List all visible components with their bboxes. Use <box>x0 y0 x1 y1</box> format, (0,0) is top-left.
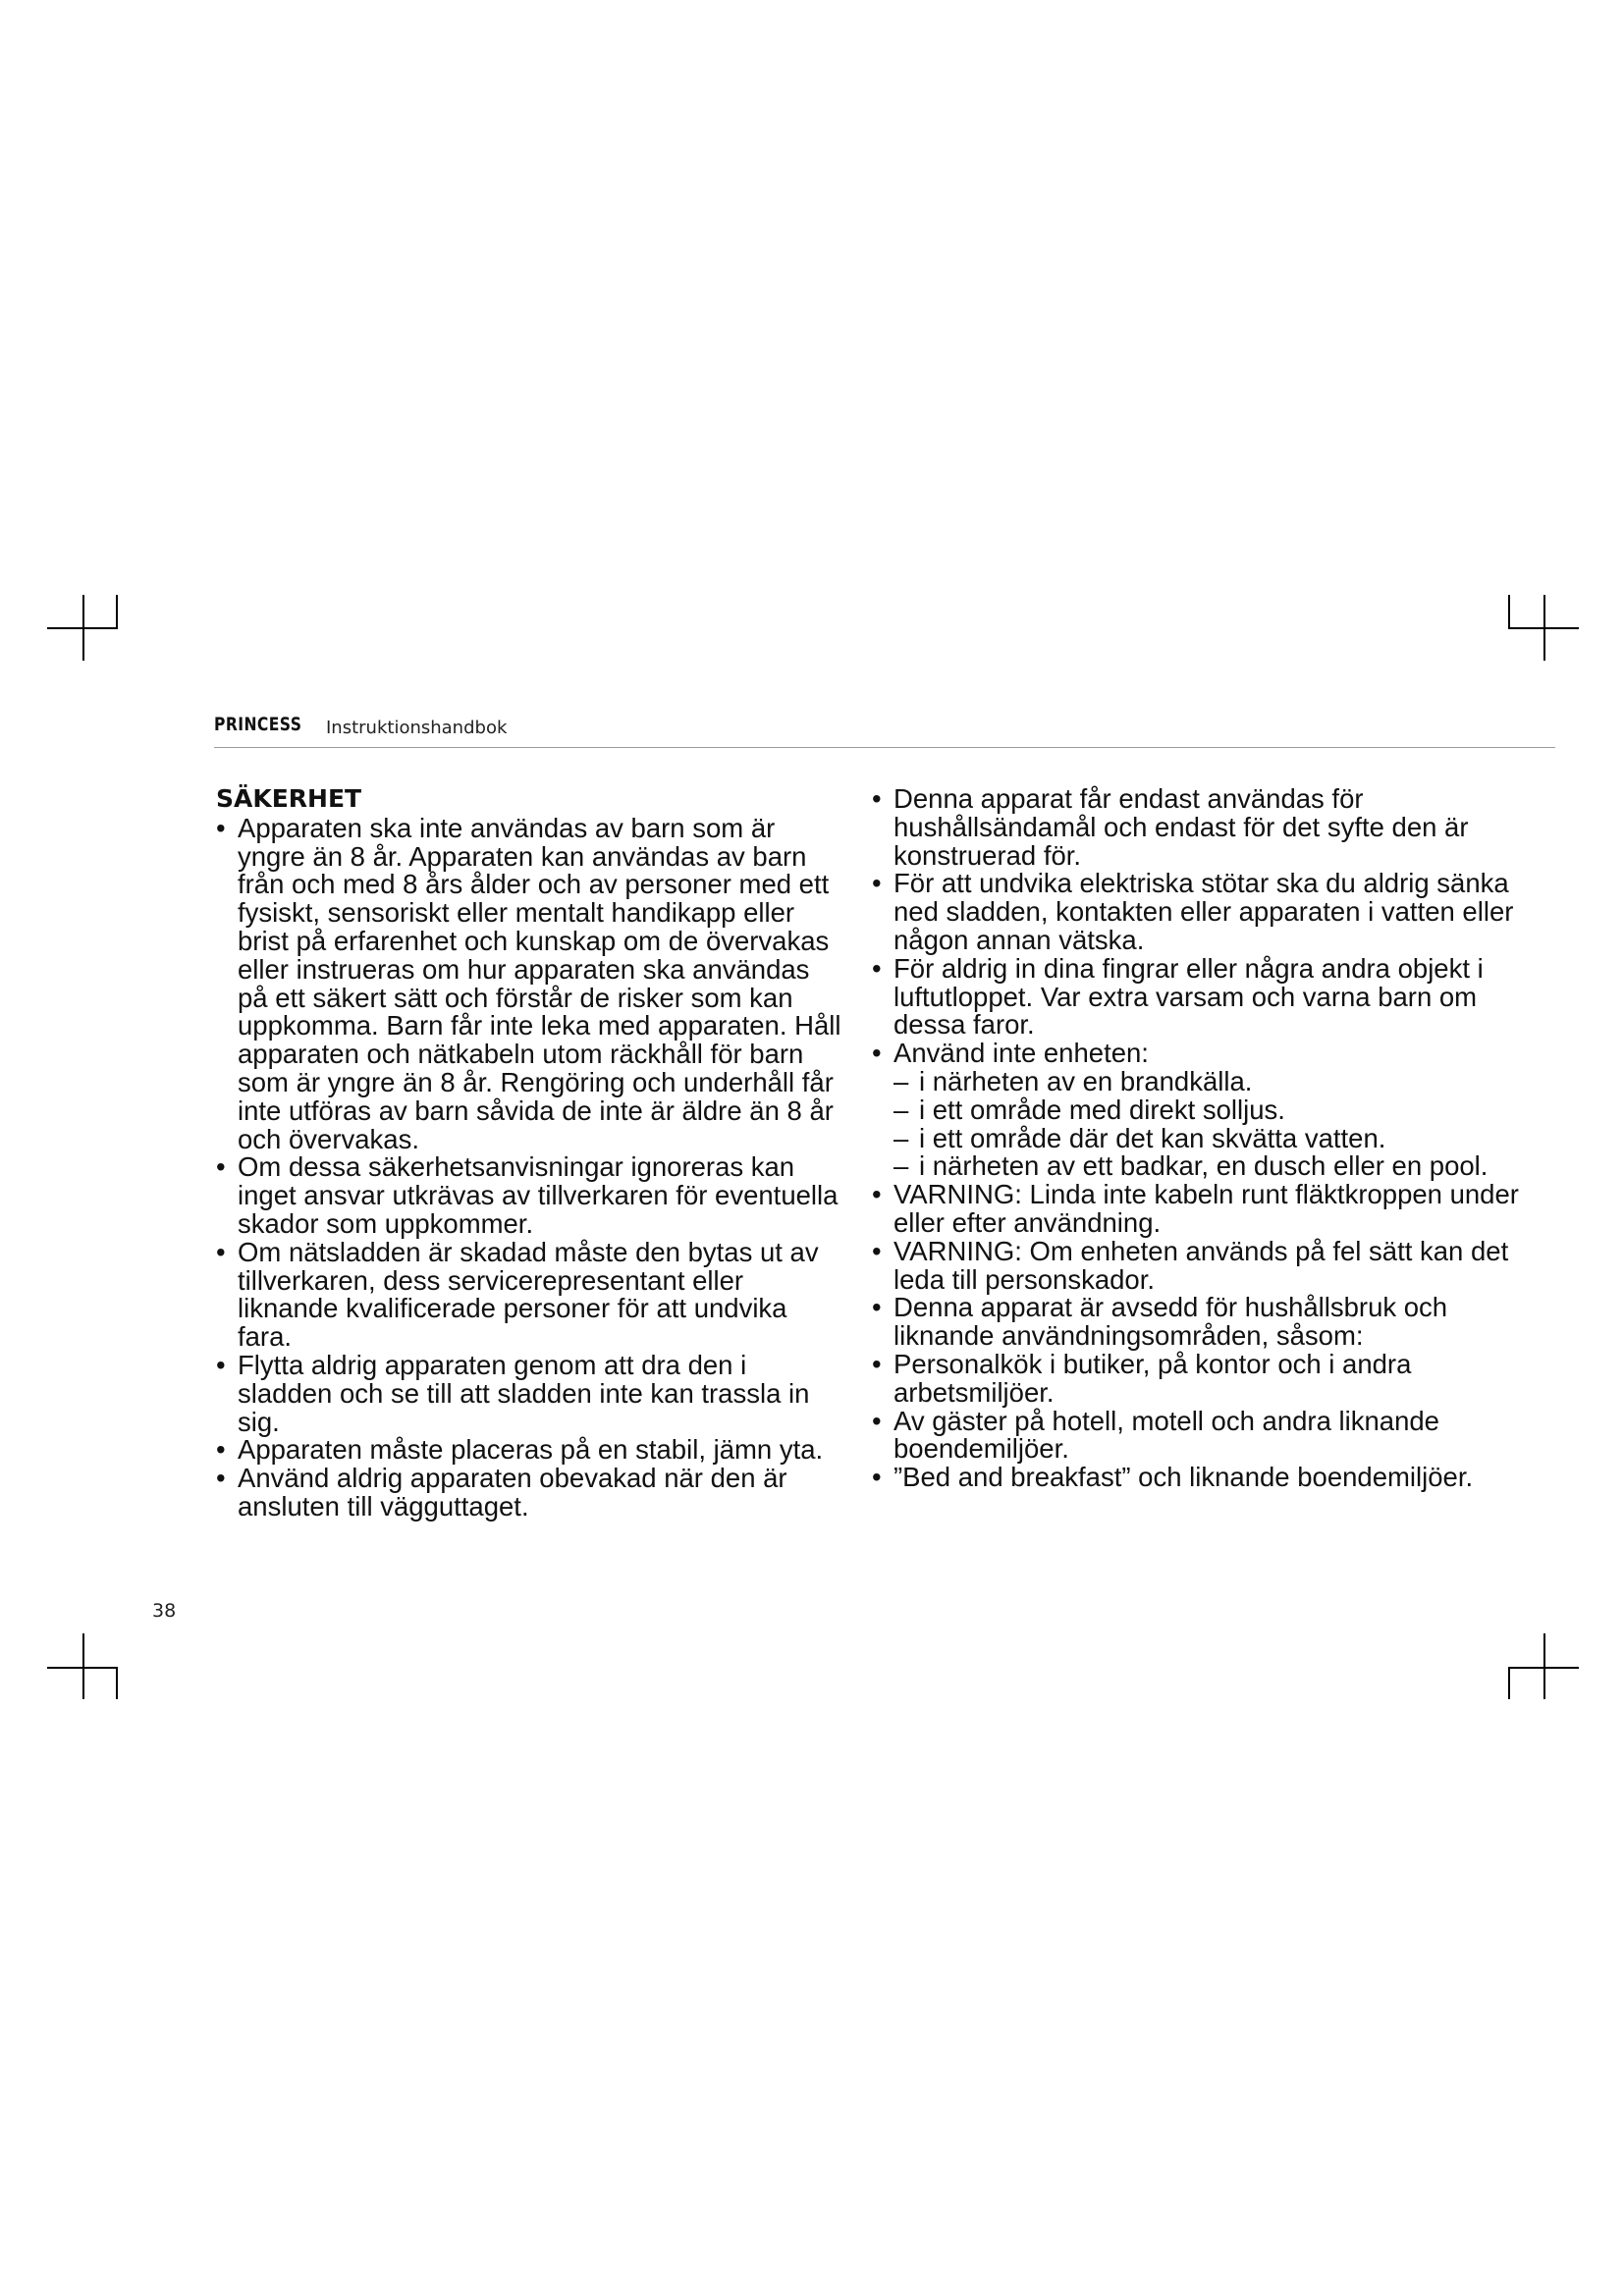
list-item: • Apparaten ska inte användas av barn som är yngre än 8 år. Apparaten kan användas av barn från och med 8 års ålder och av personer med ett fysiskt, sensoriskt eller mentalt handikapp eller brist på erfarenhet och kunskap om de övervakas eller instrueras om hur apparaten ska användas på ett säkert sätt och förstår de risker som kan uppkomma. Barn får inte leka med apparaten. Håll apparaten och nätkabeln utom räckhåll för barn som är yngre än 8 år. Rengöring och underhåll får inte utföras av barn såvida de inte är äldre än 8 år och övervakas. <box>216 815 844 1154</box>
list-item: • Om nätsladden är skadad måste den bytas ut av tillverkaren, dess servicerepresentant eller liknande kvalificerade personer för att undvika fara. <box>216 1239 844 1352</box>
list-item-use <box>872 1040 1520 1068</box>
location-sublist <box>872 1065 1520 1182</box>
page-header <box>214 714 1555 743</box>
left-column <box>216 785 844 1522</box>
sub-list-text: i närheten av en brandkälla. <box>919 1065 1253 1096</box>
list-item: • För att undvika elektriska stötar ska du aldrig sänka ned sladden, kontakten eller apparaten i vatten eller någon annan vätska. <box>872 870 1520 954</box>
list-item: • Personalkök i butiker, på kontor och i andra arbetsmiljöer. <box>872 1351 1520 1408</box>
dash-marker: – <box>893 1094 909 1125</box>
safety-list-right-continued <box>872 1181 1520 1492</box>
sub-list-item <box>872 1065 1520 1096</box>
list-item: • För aldrig in dina fingrar eller några andra objekt i luftutloppet. Var extra varsam och varna barn om dessa faror. <box>872 955 1520 1040</box>
list-item: • Apparaten måste placeras på en stabil, jämn yta. <box>216 1436 844 1465</box>
sub-list-item <box>872 1122 1520 1153</box>
list-item: • VARNING: Linda inte kabeln runt fläktkroppen under eller efter användning. <box>872 1181 1520 1238</box>
dash-marker: – <box>893 1150 909 1182</box>
list-item: • Denna apparat är avsedd för hushållsbruk och liknande användningsområden, såsom: <box>872 1294 1520 1351</box>
dash-marker: – <box>893 1065 909 1096</box>
section-heading: SÄKERHET <box>216 784 362 813</box>
sub-list-item <box>872 1152 1520 1181</box>
sub-list-text: i ett område med direkt solljus. <box>919 1094 1285 1125</box>
sub-list-item <box>872 1096 1520 1125</box>
right-column <box>872 785 1520 1492</box>
use-item-label: Använd inte enheten: <box>893 1038 1149 1069</box>
dash-marker: – <box>893 1122 909 1153</box>
safety-list-right <box>872 785 1520 1068</box>
list-item: • VARNING: Om enheten används på fel sätt kan det leda till personskador. <box>872 1238 1520 1295</box>
header-divider <box>214 747 1555 748</box>
safety-list-left <box>216 812 844 1522</box>
list-item: • Av gäster på hotell, motell och andra liknande boendemiljöer. <box>872 1408 1520 1465</box>
list-item: • Om dessa säkerhetsanvisningar ignoreras kan inget ansvar utkrävas av tillverkaren för eventuella skador som uppkommer. <box>216 1153 844 1238</box>
list-item: • Denna apparat får endast användas för hushållsändamål och endast för det syfte den är konstruerad för. <box>872 785 1520 870</box>
list-item: • ”Bed and breakfast” och liknande boendemiljöer. <box>872 1464 1520 1492</box>
sub-list-text: i ett område där det kan skvätta vatten. <box>919 1122 1386 1153</box>
sub-list-text: i närheten av ett badkar, en dusch eller en pool. <box>919 1150 1489 1182</box>
page-number: 38 <box>152 1600 177 1622</box>
list-item: • Använd aldrig apparaten obevakad när den är ansluten till vägguttaget. <box>216 1465 844 1522</box>
brand-logo: PRINCESS <box>214 714 302 735</box>
list-item: • Flytta aldrig apparaten genom att dra den i sladden och se till att sladden inte kan trassla in sig. <box>216 1352 844 1436</box>
manual-title: Instruktionshandbok <box>326 718 508 738</box>
